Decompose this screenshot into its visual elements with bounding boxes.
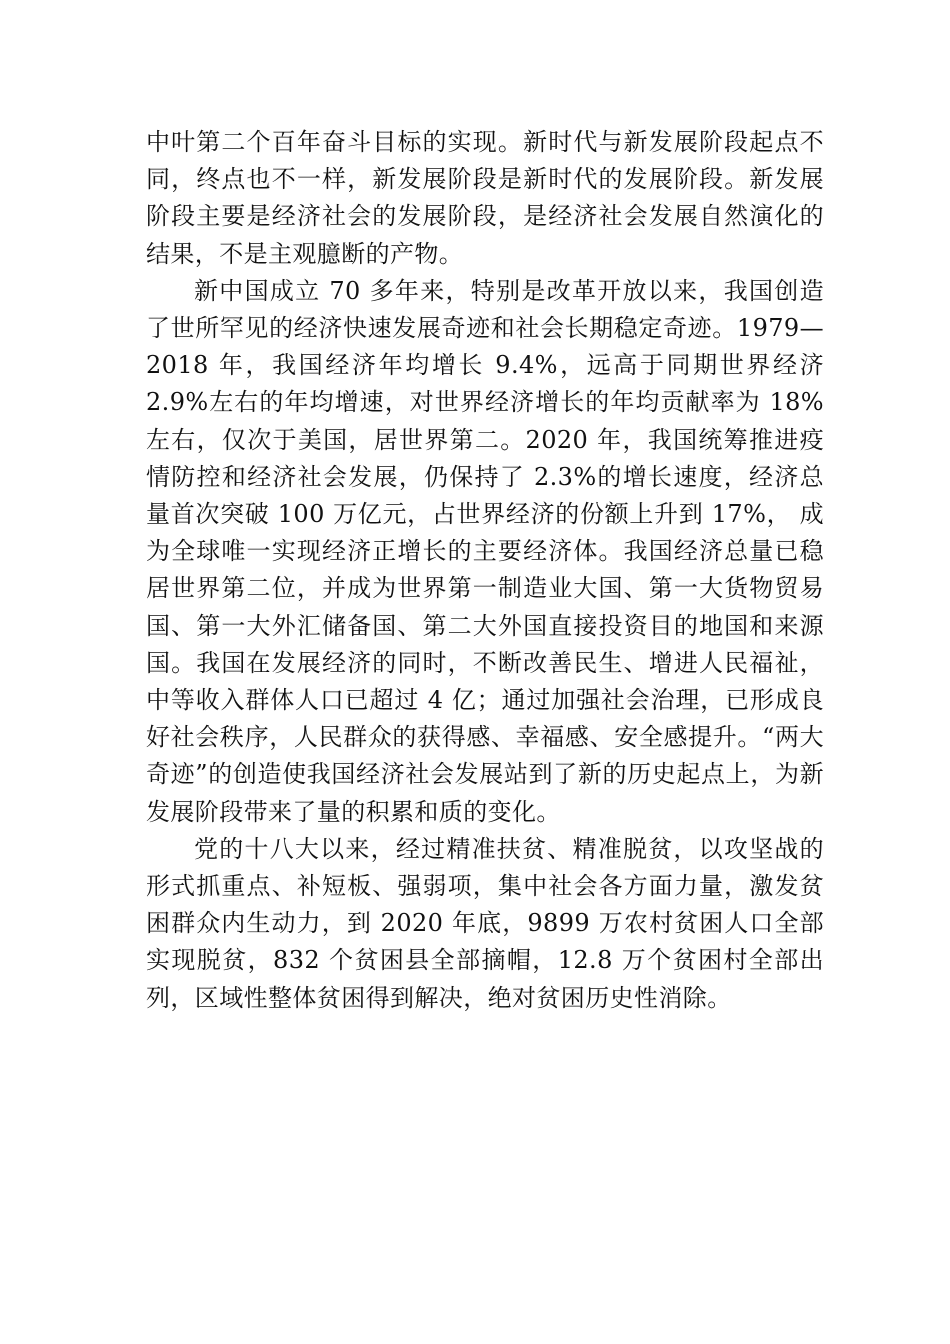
paragraph-poverty-alleviation: 党的十八大以来，经过精准扶贫、精准脱贫，以攻坚战的形式抓重点、补短板、强弱项，集中社会各方面力量，激发贫困群众内生动力，到 2020 年底，9899 万农村贫困人口全部实现脱贫，832 个贫困县全部摘帽，12.8 万个贫困村全部出列，区域性整体贫困得到解决，绝对贫困历史性消除。 [146,834,824,1012]
paragraph-development-stage: 中叶第二个百年奋斗目标的实现。新时代与新发展阶段起点不同，终点也不一样，新发展阶段是新时代的发展阶段。新发展阶段主要是经济社会的发展阶段，是经济社会发展自然演化的结果，不是主观臆断的产物。 [146,128,824,268]
document-body [146,124,824,1017]
paragraph-economic-miracle: 新中国成立 70 多年来，特别是改革开放以来，我国创造了世所罕见的经济快速发展奇迹和社会长期稳定奇迹。1979—2018 年，我国经济年均增长 9.4%，远高于同期世界经济 2.9%左右的年均增速，对世界经济增长的年均贡献率为 18%左右，仅次于美国，居世界第二。2020 年，我国统筹推进疫情防控和经济社会发展，仍保持了 2.3%的增长速度，经济总量首次突破 100 万亿元，占世界经济的份额上升到 17%， 成为全球唯一实现经济正增长的主要经济体。我国经济总量已稳居世界第二位，并成为世界第一制造业大国、第一大货物贸易国、第一大外汇储备国、第二大外国直接投资目的地国和来源国。我国在发展经济的同时，不断改善民生、增进人民福祉，中等收入群体人口已超过 4 亿；通过加强社会治理，已形成良好社会秩序，人民群众的获得感、幸福感、安全感提升。“两大奇迹”的创造使我国经济社会发展站到了新的历史起点上，为新发展阶段带来了量的积累和质的变化。 [146,276,824,826]
